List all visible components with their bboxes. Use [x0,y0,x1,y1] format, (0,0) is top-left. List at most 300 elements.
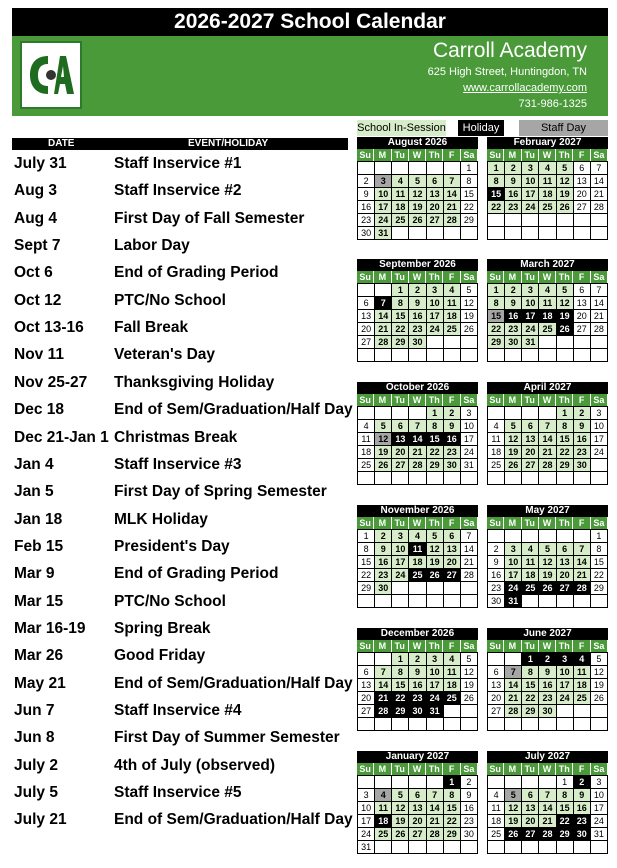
event-date: Nov 11 [14,346,64,364]
day-cell: 4 [375,789,392,802]
weekday-label: Sa [461,763,478,775]
event-name: 4th of July (observed) [114,756,276,774]
day-cell: 10 [358,802,375,815]
day-cell: 19 [539,569,556,582]
weekday-label: W [409,271,426,283]
empty-day-cell [392,227,409,240]
empty-day-cell [358,407,375,420]
day-cell: 15 [444,802,461,815]
day-cell: 28 [505,705,522,718]
empty-day-cell [358,472,375,485]
day-cell: 6 [392,420,409,433]
day-cell: 27 [392,459,409,472]
weekday-label: Tu [522,517,539,529]
day-cell: 23 [574,446,591,459]
day-cell: 20 [427,201,444,214]
day-cell: 11 [539,175,556,188]
day-cell: 8 [392,297,409,310]
event-date: Mar 16-19 [14,619,86,637]
empty-day-cell [574,841,591,854]
weekday-label: W [539,640,556,652]
weekday-header [357,149,478,161]
day-cell: 26 [392,828,409,841]
weekday-label: Tu [522,149,539,161]
day-cell: 16 [409,310,426,323]
empty-day-cell [358,284,375,297]
weekday-label: Sa [591,640,608,652]
empty-day-cell [358,595,375,608]
day-cell: 9 [505,175,522,188]
empty-day-cell [488,776,505,789]
empty-day-cell [444,227,461,240]
day-cell: 25 [522,582,539,595]
empty-day-cell [539,595,556,608]
empty-day-cell [539,472,556,485]
day-cell: 7 [574,543,591,556]
day-cell: 18 [488,815,505,828]
empty-day-cell [488,407,505,420]
weekday-label: W [539,394,556,406]
day-cell: 17 [461,433,478,446]
day-cell: 29 [427,459,444,472]
day-cell: 2 [488,543,505,556]
empty-day-cell [522,718,539,731]
event-name: President's Day [114,537,230,555]
weekday-header [357,517,478,529]
empty-day-cell [375,284,392,297]
weekday-label: Sa [591,149,608,161]
event-name: Staff Inservice #1 [114,155,242,172]
empty-day-cell [505,227,522,240]
empty-day-cell [444,582,461,595]
day-cell: 6 [557,543,574,556]
day-cell: 26 [375,459,392,472]
day-cell: 7 [539,420,556,433]
empty-day-cell [522,227,539,240]
month-title: August 2026 [357,137,478,149]
day-cell: 2 [409,653,426,666]
month-calendar [487,505,608,608]
event-name: Thanksgiving Holiday [114,373,275,391]
event-name: First Day of Fall Semester [114,209,305,227]
empty-day-cell [427,336,444,349]
day-cell: 28 [574,582,591,595]
empty-day-cell [505,214,522,227]
event-name: End of Sem/Graduation/Half Day [114,674,353,692]
day-cell: 27 [409,828,426,841]
day-cell: 5 [591,653,608,666]
weekday-label: W [409,763,426,775]
day-cell: 12 [557,175,574,188]
day-cell: 3 [522,162,539,175]
day-cell: 8 [461,175,478,188]
day-cell: 1 [488,284,505,297]
weekday-label: Su [357,149,374,161]
day-cell: 21 [591,310,608,323]
day-cell: 17 [427,310,444,323]
day-cell: 28 [375,705,392,718]
day-cell: 13 [427,188,444,201]
day-cell: 23 [488,582,505,595]
day-cell: 21 [591,188,608,201]
empty-day-cell [557,227,574,240]
day-cell: 10 [557,666,574,679]
day-cell: 31 [505,595,522,608]
event-date: Feb 15 [14,537,64,555]
empty-day-cell [392,776,409,789]
weekday-label: F [573,271,590,283]
day-cell: 28 [427,828,444,841]
weekday-label: Tu [522,763,539,775]
day-cell: 20 [557,569,574,582]
day-cell: 10 [522,297,539,310]
day-cell: 7 [444,175,461,188]
event-name: End of Grading Period [114,264,279,282]
day-cell: 16 [444,433,461,446]
day-cell: 19 [427,556,444,569]
event-date: Jan 5 [14,483,54,501]
empty-day-cell [505,653,522,666]
empty-day-cell [591,349,608,362]
event-date: May 21 [14,674,66,692]
day-cell: 4 [539,162,556,175]
day-cell: 21 [461,556,478,569]
day-cell: 8 [522,666,539,679]
event-date: Jun 8 [14,729,55,747]
day-cell: 22 [557,446,574,459]
day-cell: 7 [505,666,522,679]
day-cell: 16 [358,201,375,214]
empty-day-cell [461,595,478,608]
day-cell: 2 [574,407,591,420]
empty-day-cell [427,472,444,485]
empty-day-cell [375,718,392,731]
day-cell: 17 [427,679,444,692]
day-cell: 28 [591,323,608,336]
empty-day-cell [461,336,478,349]
day-cell: 22 [461,201,478,214]
legend-holiday: Holiday [458,120,504,136]
day-grid [487,406,608,485]
day-cell: 23 [409,323,426,336]
day-cell: 14 [409,433,426,446]
school-logo-icon [24,46,78,104]
day-cell: 24 [522,201,539,214]
event-name: First Day of Spring Semester [114,483,327,501]
day-cell: 5 [505,789,522,802]
empty-day-cell [375,472,392,485]
day-cell: 17 [505,569,522,582]
day-cell: 21 [444,201,461,214]
empty-day-cell [409,227,426,240]
weekday-label: F [443,271,460,283]
event-date: July 2 [14,756,58,774]
empty-day-cell [505,718,522,731]
event-name: End of Grading Period [114,565,279,583]
day-cell: 29 [591,582,608,595]
day-cell: 1 [557,776,574,789]
month-title: July 2027 [487,751,608,763]
weekday-label: Th [426,640,443,652]
day-cell: 22 [392,323,409,336]
day-cell: 17 [591,802,608,815]
event-date: Oct 6 [14,264,53,282]
weekday-label: Su [487,271,504,283]
day-cell: 10 [461,420,478,433]
month-calendar [487,137,608,240]
day-cell: 12 [375,433,392,446]
day-cell: 21 [409,446,426,459]
weekday-label: F [443,763,460,775]
weekday-label: F [443,394,460,406]
empty-day-cell [409,349,426,362]
empty-day-cell [427,776,444,789]
day-cell: 13 [522,433,539,446]
date-column-header: DATE [48,138,75,149]
day-cell: 31 [522,336,539,349]
day-cell: 1 [427,407,444,420]
weekday-label: M [504,640,521,652]
weekday-label: Su [357,271,374,283]
weekday-label: W [409,394,426,406]
day-cell: 3 [375,175,392,188]
month-calendar [357,382,478,485]
day-cell: 3 [505,543,522,556]
school-header [12,36,608,116]
day-cell: 12 [461,666,478,679]
empty-day-cell [461,841,478,854]
empty-day-cell [488,718,505,731]
day-cell: 11 [444,666,461,679]
empty-day-cell [375,595,392,608]
empty-day-cell [591,705,608,718]
day-cell: 19 [505,446,522,459]
day-cell: 23 [461,815,478,828]
day-cell: 19 [409,201,426,214]
day-cell: 16 [539,679,556,692]
day-cell: 22 [444,815,461,828]
day-cell: 17 [392,556,409,569]
day-cell: 18 [392,201,409,214]
empty-day-cell [557,718,574,731]
empty-day-cell [591,595,608,608]
day-cell: 25 [375,828,392,841]
school-website-link[interactable]: www.carrollacademy.com [463,82,587,94]
day-cell: 5 [461,653,478,666]
empty-day-cell [392,162,409,175]
day-cell: 29 [461,214,478,227]
empty-day-cell [591,459,608,472]
day-cell: 28 [409,459,426,472]
day-cell: 30 [409,336,426,349]
empty-day-cell [427,227,444,240]
day-cell: 15 [488,188,505,201]
day-cell: 21 [375,323,392,336]
day-cell: 4 [488,420,505,433]
empty-day-cell [505,530,522,543]
day-cell: 30 [505,336,522,349]
weekday-label: M [374,394,391,406]
event-name: Veteran's Day [114,346,216,364]
weekday-label: Tu [392,763,409,775]
empty-day-cell [409,776,426,789]
weekday-label: W [409,149,426,161]
day-cell: 21 [375,692,392,705]
day-cell: 23 [505,201,522,214]
day-cell: 15 [522,679,539,692]
weekday-label: W [539,517,556,529]
empty-day-cell [358,349,375,362]
day-cell: 16 [505,310,522,323]
event-date: Aug 3 [14,182,58,200]
empty-day-cell [539,776,556,789]
empty-day-cell [522,407,539,420]
empty-day-cell [358,776,375,789]
event-name: End of Sem/Graduation/Half Day [114,401,353,419]
empty-day-cell [392,841,409,854]
day-cell: 18 [444,679,461,692]
month-title: March 2027 [487,259,608,271]
day-cell: 14 [591,297,608,310]
day-cell: 21 [505,692,522,705]
day-cell: 25 [539,201,556,214]
day-cell: 23 [505,323,522,336]
day-cell: 1 [392,653,409,666]
day-cell: 29 [557,828,574,841]
empty-day-cell [539,841,556,854]
empty-day-cell [375,349,392,362]
event-name: Spring Break [114,619,211,637]
day-cell: 25 [574,692,591,705]
empty-day-cell [522,349,539,362]
day-cell: 26 [427,569,444,582]
event-name: Staff Inservice #4 [114,702,242,719]
event-date: Jan 18 [14,510,63,528]
day-cell: 23 [409,692,426,705]
event-column-header: EVENT/HOLIDAY [188,138,269,149]
weekday-label: W [539,763,556,775]
day-cell: 26 [461,692,478,705]
empty-day-cell [427,582,444,595]
weekday-label: Sa [591,763,608,775]
weekday-label: Th [556,763,573,775]
day-cell: 2 [375,530,392,543]
day-cell: 8 [557,789,574,802]
day-cell: 27 [488,705,505,718]
day-cell: 11 [358,433,375,446]
day-cell: 3 [392,530,409,543]
empty-day-cell [505,841,522,854]
day-cell: 13 [574,297,591,310]
empty-day-cell [522,595,539,608]
day-cell: 7 [591,162,608,175]
day-cell: 17 [358,815,375,828]
month-calendar [357,628,478,731]
empty-day-cell [461,718,478,731]
day-cell: 20 [574,310,591,323]
day-cell: 3 [591,776,608,789]
event-date: July 5 [14,784,58,802]
day-cell: 29 [392,336,409,349]
day-cell: 6 [358,297,375,310]
weekday-label: Su [357,394,374,406]
weekday-label: Sa [461,640,478,652]
weekday-label: M [374,763,391,775]
empty-day-cell [461,349,478,362]
day-cell: 6 [427,175,444,188]
weekday-label: W [409,517,426,529]
day-cell: 24 [392,569,409,582]
day-cell: 20 [409,815,426,828]
day-cell: 22 [591,569,608,582]
empty-day-cell [444,349,461,362]
day-cell: 24 [591,815,608,828]
day-cell: 20 [522,815,539,828]
empty-day-cell [557,472,574,485]
day-cell: 28 [539,459,556,472]
day-cell: 12 [557,297,574,310]
day-cell: 3 [557,653,574,666]
day-cell: 19 [461,310,478,323]
day-cell: 5 [539,543,556,556]
day-cell: 27 [557,582,574,595]
day-cell: 30 [409,705,426,718]
day-cell: 26 [505,459,522,472]
weekday-label: M [374,517,391,529]
day-cell: 7 [375,666,392,679]
day-cell: 20 [444,556,461,569]
day-cell: 24 [505,582,522,595]
empty-day-cell [427,718,444,731]
event-date: July 31 [14,155,67,172]
day-cell: 5 [392,789,409,802]
event-name: MLK Holiday [114,510,208,528]
day-cell: 18 [375,815,392,828]
day-cell: 27 [444,569,461,582]
day-grid [487,283,608,362]
day-cell: 4 [444,653,461,666]
day-cell: 6 [522,789,539,802]
day-cell: 29 [358,582,375,595]
day-cell: 14 [505,679,522,692]
empty-day-cell [505,472,522,485]
day-cell: 2 [505,162,522,175]
empty-day-cell [409,472,426,485]
empty-day-cell [557,214,574,227]
day-cell: 27 [522,459,539,472]
day-cell: 22 [488,323,505,336]
event-date: Oct 12 [14,291,62,309]
day-cell: 30 [539,705,556,718]
day-cell: 9 [409,297,426,310]
month-calendar [487,751,608,854]
empty-day-cell [574,718,591,731]
day-cell: 15 [591,556,608,569]
day-cell: 28 [375,336,392,349]
day-cell: 20 [358,692,375,705]
empty-day-cell [539,214,556,227]
month-title: April 2027 [487,382,608,394]
weekday-label: Tu [392,394,409,406]
month-calendar [487,628,608,731]
empty-day-cell [591,227,608,240]
day-cell: 24 [591,446,608,459]
weekday-label: Th [556,149,573,161]
day-cell: 5 [409,175,426,188]
empty-day-cell [539,407,556,420]
day-cell: 15 [358,556,375,569]
day-cell: 24 [427,323,444,336]
